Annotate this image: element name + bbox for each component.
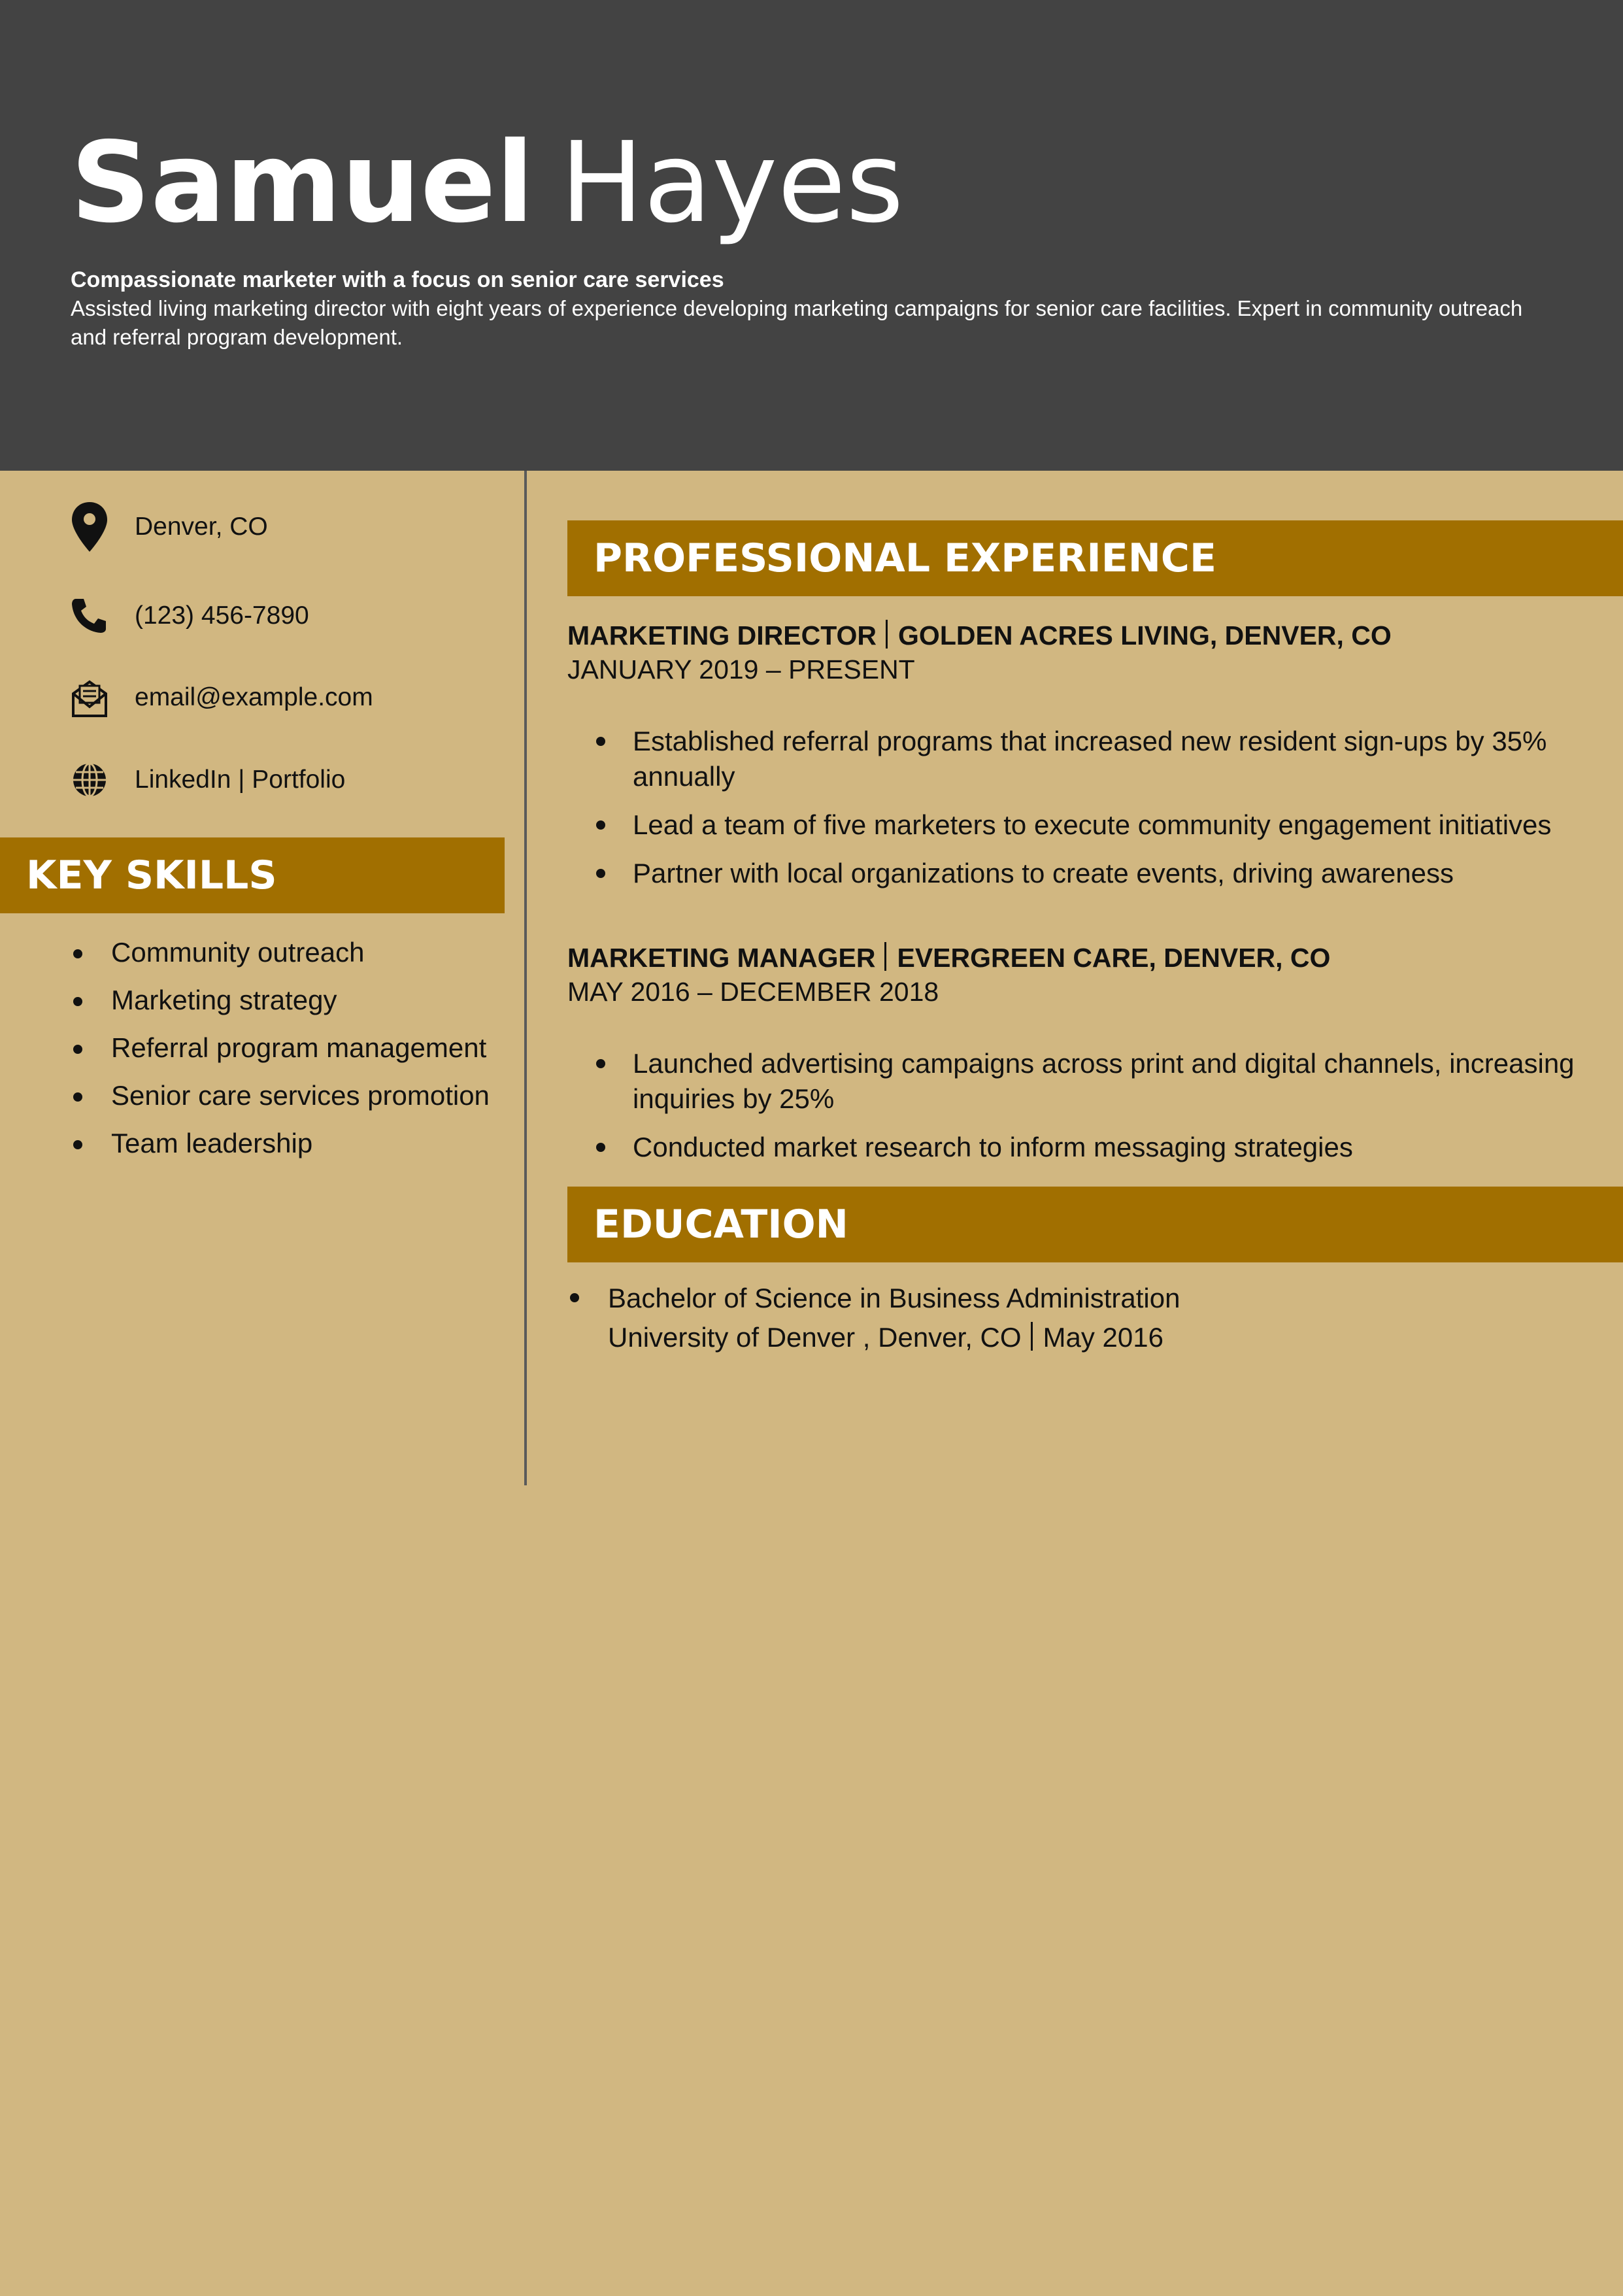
job-bullet: Launched advertising campaigns across print and digital channels, increasing inquiries by 25% <box>567 1046 1587 1117</box>
contact-location <box>71 501 268 553</box>
last-name: Hayes <box>560 118 904 248</box>
education-school-line <box>567 1318 1587 1357</box>
phone-text[interactable]: (123) 456-7890 <box>135 601 309 630</box>
job-title-1 <box>567 618 1392 652</box>
job-bullet: Partner with local organizations to create events, driving awareness <box>567 856 1587 891</box>
resume-header <box>0 0 1623 471</box>
job-dates-1: JANUARY 2019 – PRESENT <box>567 654 915 684</box>
education-bullet <box>570 1293 579 1302</box>
links-text[interactable]: LinkedIn | Portfolio <box>135 766 346 794</box>
skill-item: Team leadership <box>71 1119 490 1167</box>
job-bullet: Conducted market research to inform messaging strategies <box>567 1130 1587 1165</box>
job-company: EVERGREEN CARE, DENVER, CO <box>897 943 1331 973</box>
experience-heading: PROFESSIONAL EXPERIENCE <box>567 520 1623 596</box>
education-date: May 2016 <box>1043 1322 1163 1353</box>
job-bullets-2 <box>567 1046 1587 1178</box>
job-title-2 <box>567 941 1330 975</box>
job-bullets-1 <box>567 724 1587 904</box>
job-role: MARKETING MANAGER <box>567 943 876 973</box>
email-text[interactable]: email@example.com <box>135 683 373 711</box>
education-degree: Bachelor of Science in Business Administration <box>608 1283 1180 1313</box>
contact-phone <box>71 590 309 642</box>
candidate-name <box>71 111 904 255</box>
job-dates-2: MAY 2016 – DECEMBER 2018 <box>567 977 939 1007</box>
summary: Assisted living marketing director with eight years of experience developing marketing campaigns for senior care facilities. Expert in community outreach and referral program development. <box>71 296 1523 349</box>
job-role: MARKETING DIRECTOR <box>567 620 877 650</box>
job-bullet: Lead a team of five marketers to execute community engagement initiatives <box>567 807 1587 843</box>
job-company: GOLDEN ACRES LIVING, DENVER, CO <box>898 620 1392 650</box>
first-name: Samuel <box>71 118 534 248</box>
contact-email <box>71 671 373 724</box>
location-text: Denver, CO <box>135 513 268 541</box>
tagline: Compassionate marketer with a focus on senior care services <box>71 267 724 292</box>
school-separator <box>1031 1322 1033 1351</box>
education-school: University of Denver , Denver, CO <box>608 1322 1022 1353</box>
skill-item: Referral program management <box>71 1024 490 1072</box>
education-heading: EDUCATION <box>567 1187 1623 1262</box>
envelope-icon <box>71 671 109 724</box>
education-entry <box>567 1279 1587 1357</box>
skill-item: Community outreach <box>71 928 490 976</box>
phone-icon <box>71 590 109 642</box>
map-pin-icon <box>71 501 109 553</box>
skill-item: Marketing strategy <box>71 976 490 1024</box>
job-bullet: Established referral programs that increased new resident sign-ups by 35% annually <box>567 724 1587 794</box>
skills-heading: KEY SKILLS <box>0 837 505 913</box>
column-divider <box>524 471 527 1485</box>
title-separator <box>886 620 888 649</box>
skills-list <box>71 928 490 1167</box>
globe-icon <box>71 754 109 806</box>
skill-item: Senior care services promotion <box>71 1072 490 1119</box>
title-separator <box>884 942 886 971</box>
contact-links <box>71 754 345 806</box>
